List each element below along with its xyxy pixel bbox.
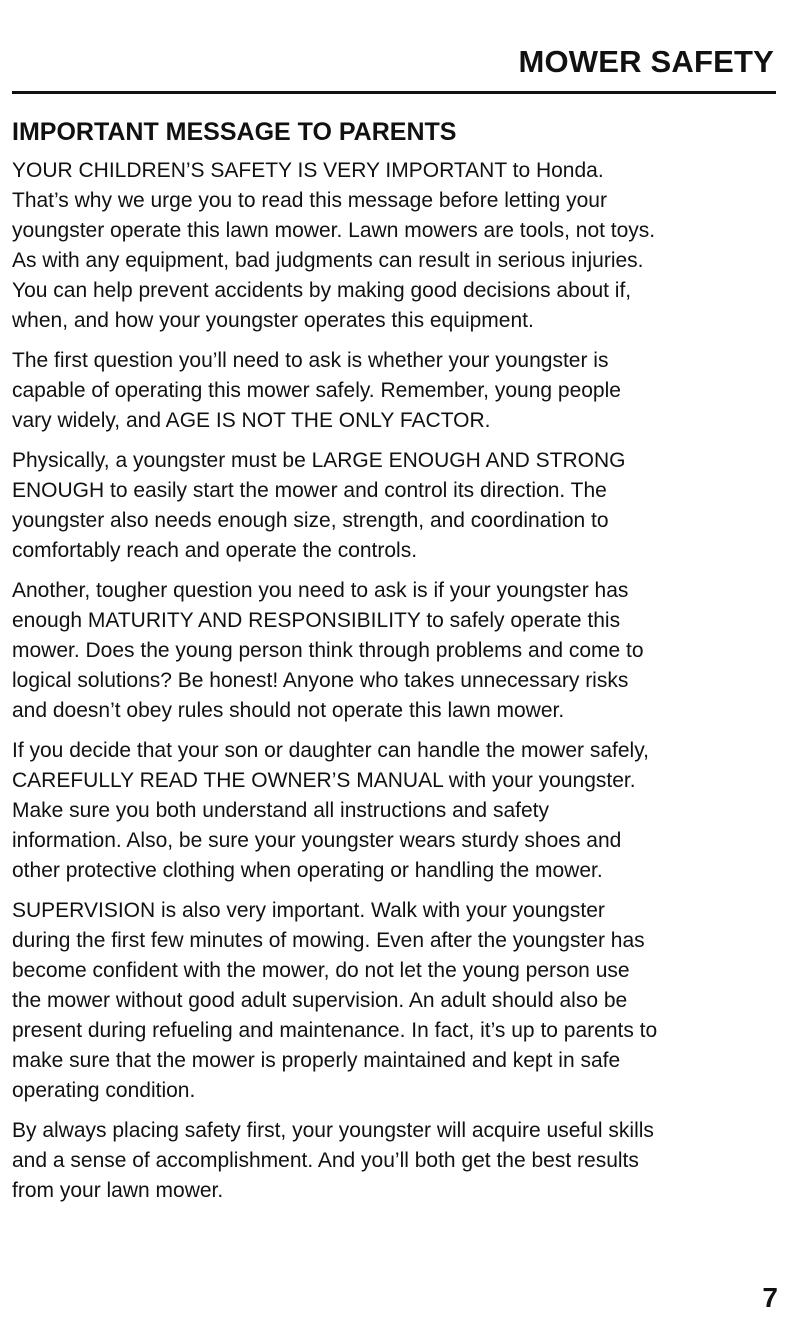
paragraph-line: That’s why we urge you to read this message before letting your [12, 189, 607, 212]
paragraph-line: Another, tougher question you need to ask is if your youngster has [12, 579, 629, 602]
paragraph-line: By always placing safety first, your youngster will acquire useful skills [12, 1119, 654, 1142]
paragraph [12, 446, 782, 566]
paragraph-line: ENOUGH to easily start the mower and control its direction. The [12, 479, 607, 502]
paragraph-line: during the first few minutes of mowing. Even after the youngster has [12, 929, 645, 952]
paragraph-line: The first question you’ll need to ask is whether your youngster is [12, 349, 609, 372]
paragraph-line: mower. Does the young person think through problems and come to [12, 639, 644, 662]
paragraph [12, 576, 782, 726]
paragraph-line: and a sense of accomplishment. And you’ll both get the best results [12, 1149, 639, 1172]
paragraph-line: logical solutions? Be honest! Anyone who takes unnecessary risks [12, 669, 629, 692]
paragraph-line: capable of operating this mower safely. Remember, young people [12, 379, 621, 402]
paragraph-line: when, and how your youngster operates this equipment. [12, 309, 534, 332]
paragraph-line: make sure that the mower is properly maintained and kept in safe [12, 1049, 621, 1072]
paragraph-line: youngster operate this lawn mower. Lawn mowers are tools, not toys. [12, 219, 656, 242]
paragraph [12, 156, 782, 336]
paragraph-line: CAREFULLY READ THE OWNER’S MANUAL with your youngster. [12, 769, 636, 792]
paragraph-line: and doesn’t obey rules should not operate this lawn mower. [12, 699, 565, 722]
paragraph-line: vary widely, and AGE IS NOT THE ONLY FACTOR. [12, 409, 491, 432]
article-body [12, 112, 782, 1216]
paragraph-line: If you decide that your son or daughter can handle the mower safely, [12, 739, 649, 762]
paragraph-list [12, 156, 782, 1206]
article-title: IMPORTANT MESSAGE TO PARENTS [12, 118, 457, 146]
paragraph-line: from your lawn mower. [12, 1179, 224, 1202]
paragraph-line: the mower without good adult supervision. An adult should also be [12, 989, 628, 1012]
paragraph-line: comfortably reach and operate the controls. [12, 539, 418, 562]
paragraph-line: present during refueling and maintenance. In fact, it’s up to parents to [12, 1019, 658, 1042]
header-divider [12, 91, 776, 94]
page-number: 7 [762, 1282, 778, 1313]
section-header: MOWER SAFETY [518, 44, 774, 79]
paragraph-line: Physically, a youngster must be LARGE ENOUGH AND STRONG [12, 449, 626, 472]
paragraph-line: information. Also, be sure your youngster wears sturdy shoes and [12, 829, 622, 852]
paragraph-line: SUPERVISION is also very important. Walk with your youngster [12, 899, 605, 922]
paragraph-line: become confident with the mower, do not let the young person use [12, 959, 630, 982]
paragraph-line: As with any equipment, bad judgments can result in serious injuries. [12, 249, 644, 272]
paragraph-line: enough MATURITY AND RESPONSIBILITY to safely operate this [12, 609, 621, 632]
paragraph-line: You can help prevent accidents by making good decisions about if, [12, 279, 632, 302]
paragraph [12, 736, 782, 886]
paragraph-line: youngster also needs enough size, strength, and coordination to [12, 509, 609, 532]
paragraph-line: YOUR CHILDREN’S SAFETY IS VERY IMPORTANT to Honda. [12, 159, 604, 182]
paragraph-line: other protective clothing when operating or handling the mower. [12, 859, 603, 882]
paragraph-line: operating condition. [12, 1079, 196, 1102]
paragraph [12, 1116, 782, 1206]
paragraph [12, 896, 782, 1106]
paragraph-line: Make sure you both understand all instructions and safety [12, 799, 549, 822]
paragraph [12, 346, 782, 436]
